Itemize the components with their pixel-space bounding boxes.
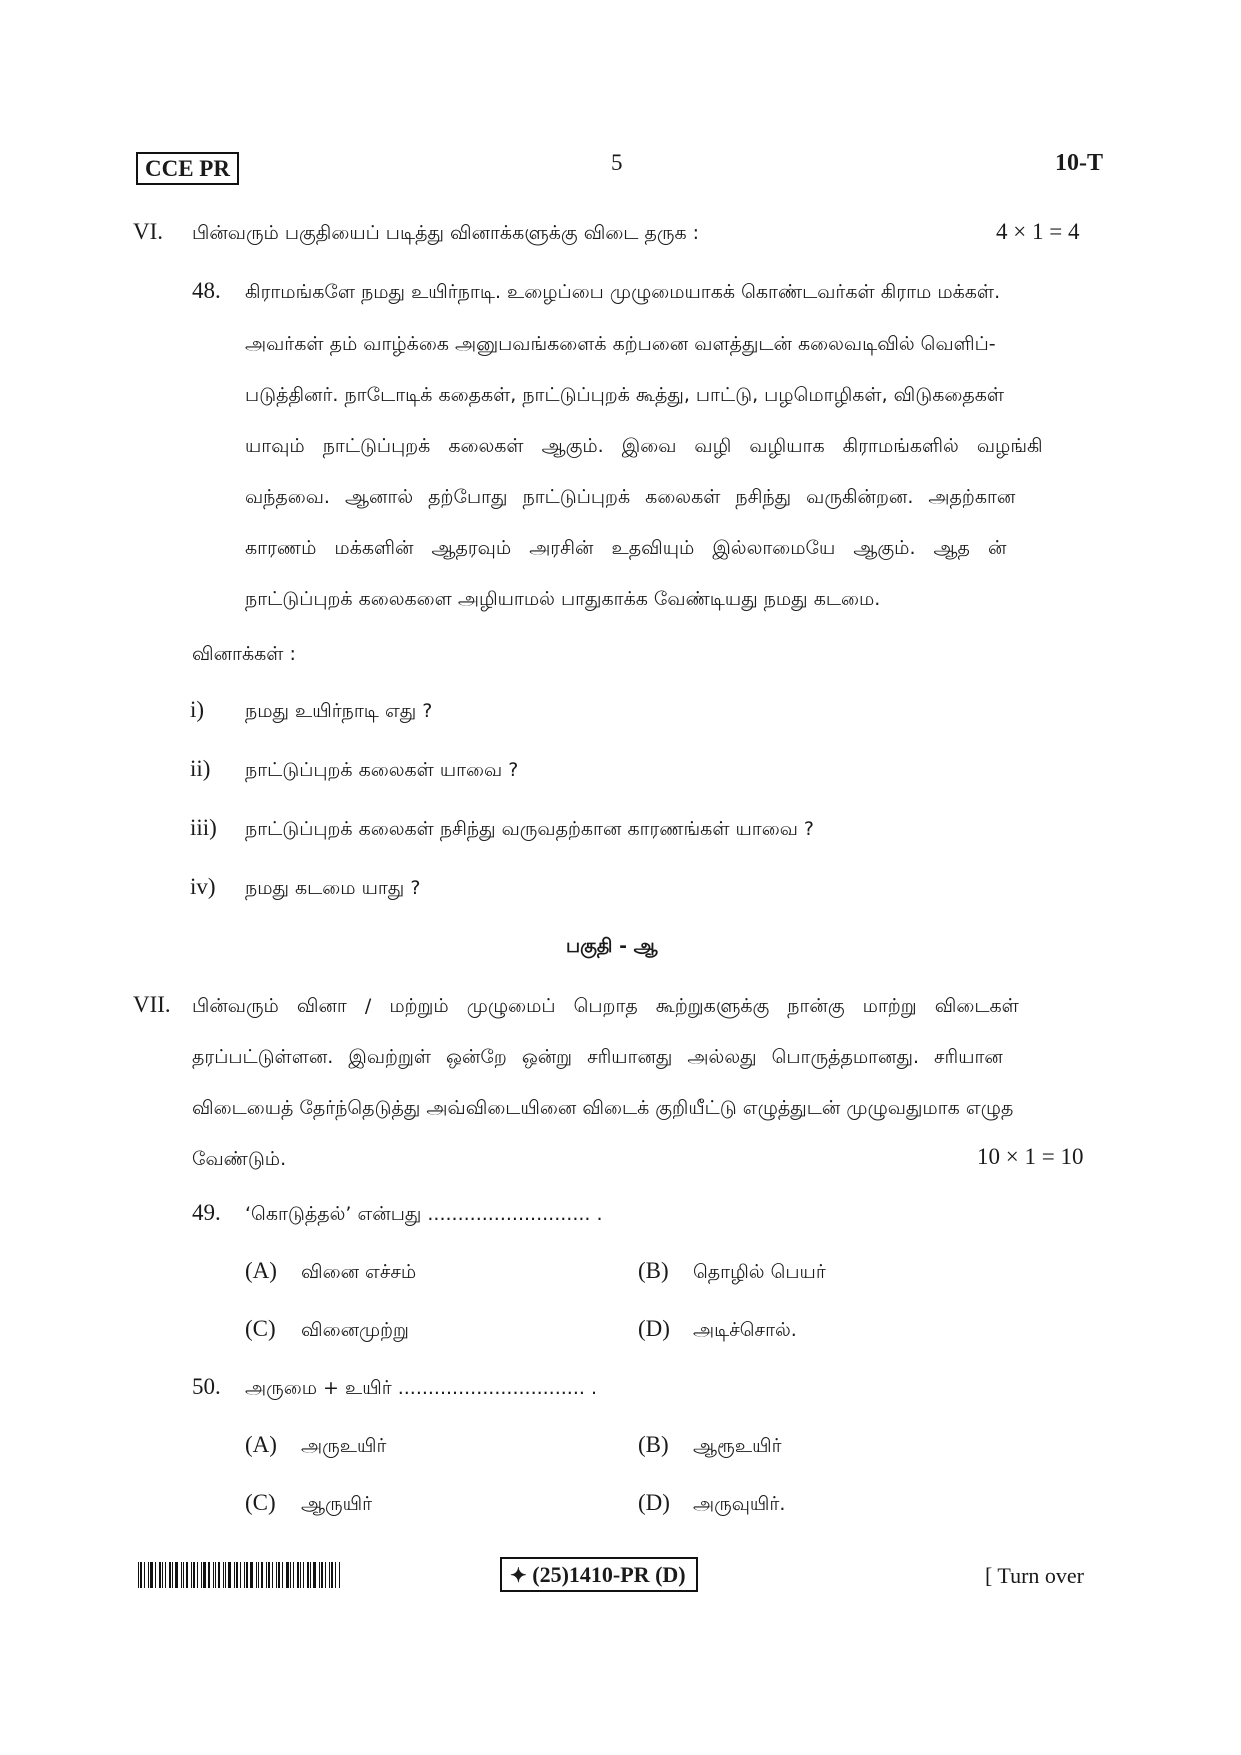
section-vii-instruction-line-2: தரப்பட்டுள்ளன. இவற்றுள் ஒன்றே ஒன்று சரியானது அல்லது பொருத்தமானது. சரியான: [192, 1046, 1003, 1068]
option-key: (C): [245, 1316, 276, 1341]
sub-question-number: iii): [190, 815, 217, 840]
part-heading: பகுதி - ஆ: [566, 935, 658, 957]
sub-question-number: ii): [190, 756, 211, 781]
section-vii-instruction-line-1: பின்வரும் வினா / மற்றும் முழுமைப் பெறாத கூற்றுகளுக்கு நான்கு மாற்று விடைகள்: [192, 995, 1019, 1017]
passage-line-1: கிராமங்களே நமது உயிர்நாடி. உழைப்பை முழுமையாகக் கொண்டவர்கள் கிராம மக்கள்.: [245, 281, 1001, 303]
option-key: (D): [638, 1490, 670, 1515]
option-key: (A): [245, 1432, 277, 1457]
turn-over-note: [ Turn over: [985, 1563, 1085, 1588]
sub-question-text: நமது உயிர்நாடி எது ?: [245, 700, 433, 722]
page-number: 5: [611, 150, 623, 175]
passage-line-5: வந்தவை. ஆனால் தற்போது நாட்டுப்புறக் கலைகள் நசிந்து வருகின்றன. அதற்கான: [245, 486, 1016, 508]
section-vi-instruction: பின்வரும் பகுதியைப் படித்து வினாக்களுக்கு விடை தருக :: [192, 222, 700, 244]
sub-question-text: நமது கடமை யாது ?: [245, 877, 421, 899]
sub-question-text: நாட்டுப்புறக் கலைகள் நசிந்து வருவதற்கான காரணங்கள் யாவை ?: [245, 818, 815, 840]
question-stem-50: அருமை + உயிர் ............................... .: [245, 1377, 598, 1399]
sub-question-text: நாட்டுப்புறக் கலைகள் யாவை ?: [245, 759, 519, 781]
question-number-50: 50.: [192, 1374, 221, 1399]
option-text: தொழில் பெயர்: [693, 1261, 826, 1283]
option-text: அடிச்சொல்.: [693, 1319, 797, 1341]
question-number-48: 48.: [192, 278, 221, 303]
option-text: வினைமுற்று: [301, 1319, 409, 1341]
barcode: [138, 1562, 341, 1588]
section-vi-numeral: VI.: [133, 219, 164, 244]
passage-line-3: படுத்தினர். நாடோடிக் கதைகள், நாட்டுப்புறக் கூத்து, பாட்டு, பழமொழிகள், விடுகதைகள்: [245, 384, 1005, 406]
section-vi-marks: 4 × 1 = 4: [996, 219, 1080, 244]
passage-line-7: நாட்டுப்புறக் கலைகளை அழியாமல் பாதுகாக்க வேண்டியது நமது கடமை.: [245, 588, 881, 610]
footer-paper-code-box: [500, 1557, 698, 1592]
option-key: (D): [638, 1316, 670, 1341]
section-vii-numeral: VII.: [133, 992, 171, 1017]
option-key: (A): [245, 1258, 277, 1283]
subject-code: 10-T: [1055, 150, 1103, 176]
star-icon: ✦: [510, 1565, 527, 1587]
section-vii-instruction-line-3: விடையைத் தேர்ந்தெடுத்து அவ்விடையினை விடைக் குறியீட்டு எழுத்துடன் முழுவதுமாக எழுத: [192, 1097, 1014, 1119]
passage-line-6: காரணம் மக்களின் ஆதரவும் அரசின் உதவியும் இல்லாமையே ஆகும். ஆத ன்: [245, 537, 1007, 559]
option-text: ஆருயிர்: [301, 1493, 373, 1515]
footer-paper-code: (25)1410-PR (D): [532, 1562, 686, 1587]
option-text: அருஉயிர்: [301, 1435, 387, 1457]
questions-label: வினாக்கள் :: [192, 643, 296, 665]
sub-question-number: iv): [190, 874, 216, 899]
section-vii-marks: 10 × 1 = 10: [977, 1144, 1084, 1169]
sub-question-number: i): [190, 697, 205, 722]
question-number-49: 49.: [192, 1200, 221, 1225]
passage-line-2: அவர்கள் தம் வாழ்க்கை அனுபவங்களைக் கற்பனை வளத்துடன் கலைவடிவில் வெளிப்-: [245, 333, 996, 355]
question-stem-49: ‘கொடுத்தல்’ என்பது ........................... .: [245, 1203, 603, 1225]
option-key: (C): [245, 1490, 276, 1515]
option-key: (B): [638, 1258, 669, 1283]
option-text: வினை எச்சம்: [301, 1261, 417, 1283]
passage-line-4: யாவும் நாட்டுப்புறக் கலைகள் ஆகும். இவை வழி வழியாக கிராமங்களில் வழங்கி: [245, 435, 1043, 457]
option-text: அருவுயிர்.: [693, 1493, 786, 1515]
option-text: ஆரூஉயிர்: [693, 1435, 782, 1457]
section-vii-instruction-line-4: வேண்டும்.: [192, 1148, 287, 1170]
option-key: (B): [638, 1432, 669, 1457]
paper-code-box: CCE PR: [136, 152, 239, 185]
